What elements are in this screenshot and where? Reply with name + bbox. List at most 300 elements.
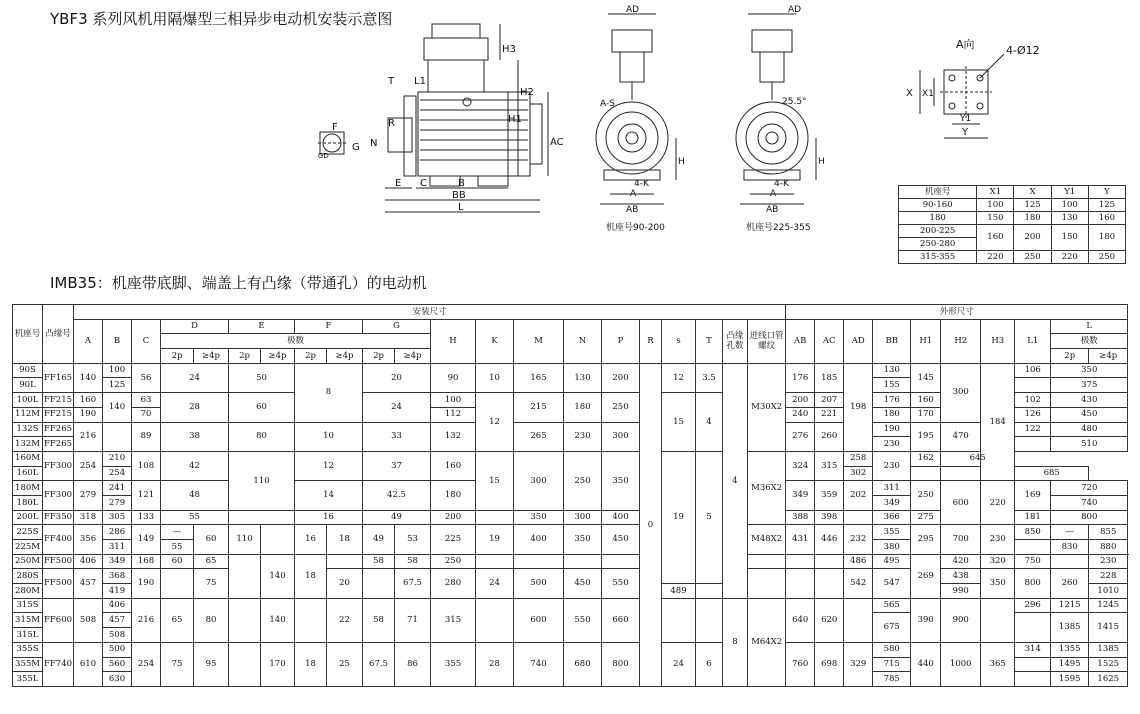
cell-k: 10 [476,363,514,392]
cell-ac: 221 [815,407,844,422]
cell-b: 419 [103,584,132,599]
cell-flange: FF215 [43,407,74,422]
cell-ad: 232 [844,525,873,554]
cell-l1 [941,466,981,481]
cell-flange: FF400 [43,525,74,554]
header-h3: H3 [981,319,1015,363]
cell-s: 24 [662,642,696,686]
cell-frame: 225S [13,525,43,540]
cell-c: 133 [132,510,161,525]
cell-ac: 260 [815,422,844,451]
label-e: E [395,178,402,189]
cell-g4: 58 [395,554,431,569]
cell-b: 311 [103,540,132,555]
cell-c: 190 [132,569,161,598]
cell-h: 200 [431,510,476,525]
header-h2: H2 [941,319,981,363]
cell-bb: 438 [941,569,981,584]
cell-k: 12 [476,393,514,452]
cell-k: 19 [476,525,514,554]
cell-b: 560 [103,657,132,672]
cell-d: 28 [161,393,229,422]
cell-ab: 640 [786,598,815,642]
cell-c: 56 [132,363,161,392]
cell-l: 450 [1051,407,1128,422]
header-l: L [1051,319,1128,334]
cell-p [602,554,640,569]
front-view-1 [596,14,676,204]
header-2p: 2p [295,349,327,364]
header-d: D [161,319,229,334]
header-n: N [564,319,602,363]
flange-labels [906,37,1040,138]
cell-thread: M64X2 [748,598,786,686]
mini-cell: 100 [1051,199,1088,212]
cell-h: 250 [431,554,476,569]
cell-a: 160 [74,393,103,408]
cell-l1: 126 [1015,407,1051,422]
cell-m: 400 [514,525,564,554]
cell-ab: 276 [786,422,815,451]
cell-m: 500 [514,569,564,598]
cell-h: 112 [431,407,476,422]
cell-e2 [229,598,261,642]
cell-t [696,598,723,642]
cell-c: 149 [132,525,161,554]
cell-b: 349 [103,554,132,569]
cell-h: 355 [431,642,476,686]
cell-f: 8 [295,363,363,422]
cell-p: 660 [602,598,640,642]
cell-l1 [1015,540,1051,555]
cell-l1: 850 [1015,525,1051,540]
cell-a: 190 [74,407,103,422]
header-4p: ≥4p [327,349,363,364]
cell-flange: FF500 [43,554,74,569]
cell-f4: 18 [327,525,363,554]
cell-h3: 230 [981,525,1015,554]
cell-e: 60 [229,393,295,422]
cell-ac: 185 [815,363,844,392]
header-a: A [74,319,103,363]
cell-h1: 390 [911,598,941,642]
cell-f: 16 [295,510,363,525]
cell-l1 [1015,672,1051,687]
page-title: YBF3 系列风机用隔爆型三相异步电动机安装示意图 [50,10,393,28]
cell-ac: 698 [815,642,844,686]
cell-c: 70 [132,407,161,422]
cell-h2: 1000 [941,642,981,686]
cell-d: 38 [161,422,229,451]
cell-n: 450 [564,569,602,598]
cell-bb: 355 [873,525,911,540]
cell-d4: 75 [194,569,229,598]
header-r: R [640,319,662,363]
cell-l2p: 1355 [1051,642,1089,657]
cell-c: 216 [132,598,161,642]
label-h1: H1 [508,114,522,125]
header-thread: 进线口管螺纹 [748,319,786,363]
cell-p: 450 [602,525,640,554]
cell-d: 24 [161,363,229,392]
header-2p: 2p [229,349,261,364]
mini-cell: 100 [977,199,1014,212]
cell-ab: 324 [786,451,815,480]
header-p: P [602,319,640,363]
cell-b: 241 [103,481,132,496]
cell-h: 225 [431,525,476,554]
cell-p: 800 [602,642,640,686]
cell-ad [844,598,873,642]
cell-l2p: 1215 [1051,598,1089,613]
cell-flange: FF300 [43,481,74,510]
label-n: N [370,138,378,149]
cell-f4 [327,554,363,569]
cell-thread: M48X2 [748,525,786,554]
cell-s: 12 [662,363,696,392]
cell-flange: FF215 [43,393,74,408]
cell-t [786,554,815,569]
cell-thread: M30X2 [748,363,786,451]
cell-d: 55 [161,510,229,525]
label-c: C [420,178,427,189]
cell-l1: 162 [911,451,941,466]
cell-a: 356 [74,525,103,554]
header-ad: AD [844,319,873,363]
cell-frame: 180L [13,495,43,510]
cell-ad: 329 [844,642,873,686]
cell-e2 [229,642,261,686]
cell-b: 406 [103,598,132,613]
dimensions-table [12,304,1128,687]
cell-m: 740 [514,642,564,686]
table-row [13,642,1128,657]
cell-h2: 750 [1015,554,1051,569]
cell-bb: 230 [873,437,911,452]
cell-d: 48 [161,481,229,510]
cell-g4: 86 [395,642,431,686]
cell-thread [815,554,844,569]
cell-n: 130 [564,363,602,392]
cell-bb: 258 [844,451,873,466]
cell-c: 89 [132,422,161,451]
cell-g2: 49 [363,525,395,554]
cell-k [476,510,514,525]
cell-bb: 180 [873,407,911,422]
cell-h2: 700 [941,525,981,554]
cell-g: 20 [363,363,431,392]
cell-p: 400 [602,510,640,525]
label-h-2: H [818,157,825,167]
cell-frame: 280S [13,569,43,584]
cell-k: 24 [476,569,514,598]
cell-g2: 58 [363,598,395,642]
cell-bb: 302 [844,466,873,481]
label-ac: AC [550,137,564,148]
header-m: M [514,319,564,363]
cell-bb: 349 [873,495,911,510]
cell-h: 100 [431,393,476,408]
label-a-direction: A向 [956,38,975,51]
cell-f2: 18 [295,642,327,686]
cell-bb: 366 [873,510,911,525]
cell-b: 305 [103,510,132,525]
cell-m: 600 [514,598,564,642]
mini-cell: 180 [899,212,977,225]
cell-p: 350 [602,451,640,510]
cell-h: 280 [431,569,476,598]
cell-b: 508 [103,628,132,643]
cell-flange: FF300 [43,451,74,480]
table-row [13,598,1128,613]
cell-bb: 785 [873,672,911,687]
cell-l: 800 [1051,510,1128,525]
header-h: H [431,319,476,363]
cell-l: 720 [1051,481,1128,496]
cell-b: 125 [103,378,132,393]
cell-f4: 25 [327,642,363,686]
cell-l1: 122 [1015,422,1051,437]
cell-t: 5 [696,451,723,583]
cell-d4: 80 [194,598,229,642]
cell-d2: 60 [161,554,194,569]
mini-cell: 250-280 [899,238,977,251]
cell-a: 318 [74,510,103,525]
cell-e: 80 [229,422,295,451]
mini-cell: 150 [1051,225,1088,251]
cell-b: 630 [103,672,132,687]
cell-h2: 600 [941,481,981,525]
cell-t: 4 [696,393,723,452]
header-frame: 机座号 [13,305,43,364]
label-a-1: A [630,189,637,199]
cell-l1 [1015,378,1051,393]
cell-ab: 760 [786,642,815,686]
cell-ab: 542 [844,569,873,598]
cell-b: 457 [103,613,132,628]
cell-h1: 275 [911,510,941,525]
cell-l4p: 1385 [1089,642,1128,657]
label-ad-1: AD [626,5,640,15]
cell-ac: 446 [815,525,844,554]
label-y: Y [962,127,969,138]
cell-n: 350 [564,525,602,554]
cell-l4p: 880 [1089,540,1128,555]
label-b: B [458,178,465,189]
cell-flange: FF265 [43,437,74,452]
cell-l: 685 [1015,466,1089,481]
mini-header-y: Y [1088,186,1125,199]
cell-thread [815,569,844,598]
cell-g4: 71 [395,598,431,642]
cell-ac: 315 [815,451,844,480]
cell-ac: 495 [873,554,911,569]
header-e: E [229,319,295,334]
cell-e2: 110 [229,525,261,554]
cell-frame: 315L [13,628,43,643]
cell-l1: 296 [1015,598,1051,613]
cell-s: 15 [662,393,696,452]
cell-frame: 200L [13,510,43,525]
header-poles-dg: 极数 [161,334,431,349]
cell-holes: 8 [723,598,748,686]
cell-n: 230 [564,422,602,451]
cell-a: 406 [74,554,103,569]
cell-g2 [363,569,395,598]
cell-h3: 365 [981,642,1015,686]
cell-d2 [161,569,194,598]
cell-l: 350 [1051,363,1128,378]
cell-h1: 160 [911,393,941,408]
cell-c: 168 [132,554,161,569]
header-flange: 凸缘号 [43,305,74,364]
cell-f2: 16 [295,525,327,554]
cell-ab: 431 [786,525,815,554]
cell-s [748,569,786,598]
table-row [13,554,1128,569]
header-2p: 2p [363,349,395,364]
cell-g4: 53 [395,525,431,554]
cell-s [748,554,786,569]
mini-header-y1: Y1 [1051,186,1088,199]
cell-p: 550 [602,569,640,598]
cell-g: 33 [363,422,431,451]
cell-d4: 95 [194,642,229,686]
cell-ab: 176 [786,363,815,392]
cell-frame: 100L [13,393,43,408]
cell-flange: FF165 [43,363,74,392]
cell-l1: 169 [1015,481,1051,510]
cell-l2p: 830 [1051,540,1089,555]
cell-frame: 90S [13,363,43,378]
cell-l2p: 1495 [1051,657,1089,672]
front-view-2 [736,14,816,204]
cell-k: 28 [476,642,514,686]
cell-b: 254 [103,466,132,481]
cell-thread: M36X2 [748,451,786,524]
cell-m: 165 [514,363,564,392]
label-a-2: A [770,189,777,199]
cell-f2 [295,598,327,642]
label-angle-2: 25.5° [782,97,807,107]
label-y1: Y1 [960,114,972,124]
cell-frame: 132S [13,422,43,437]
header-t: T [696,319,723,363]
cell-h2: 900 [941,598,981,642]
cell-h1: 170 [911,407,941,422]
cell-a: 610 [74,642,103,686]
cell-frame: 355L [13,672,43,687]
cell-h2: 300 [941,363,981,422]
cell-f4: 20 [327,569,363,598]
cell-bb: 380 [873,540,911,555]
cell-k [476,554,514,569]
cell-flange: FF500 [43,569,74,598]
cell-a: 140 [74,363,103,392]
cell-bb: 176 [873,393,911,408]
cell-n: 300 [564,510,602,525]
mini-cell: 125 [1014,199,1051,212]
cell-h2: 800 [1015,569,1051,598]
cell-f2: 18 [295,554,327,598]
cell-p: 200 [602,363,640,392]
cell-h1: 320 [981,554,1015,569]
cell-c: 121 [132,481,161,510]
cell-l1: 102 [1015,393,1051,408]
cell-l4p: 1010 [1089,584,1128,599]
cell-m: 350 [514,510,564,525]
label-t: T [388,76,395,87]
mini-cell: 90-160 [899,199,977,212]
cell-h3: 220 [981,481,1015,525]
cell-ac: 547 [873,569,911,598]
cell-l2p: 1385 [1051,613,1089,642]
cell-l2p: 990 [941,584,981,599]
cell-flange: FF265 [43,422,74,437]
cell-bb: 675 [873,613,911,642]
mini-cell: 220 [977,251,1014,264]
header-c: C [132,319,161,363]
cell-d2: — [161,525,194,540]
cell-h3 [981,598,1015,642]
mini-cell: 200-225 [899,225,977,238]
cell-bb: 715 [873,657,911,672]
header-4p: ≥4p [1089,349,1128,364]
label-bb: BB [452,190,466,201]
cell-g: 24 [363,393,431,422]
cell-b: 500 [103,642,132,657]
cell-a: 279 [74,481,103,510]
cell-frame: 355M [13,657,43,672]
cell-b [103,422,132,451]
label-ad-2: AD [788,5,802,15]
cell-a: 216 [74,422,103,451]
cell-g: 42.5 [363,481,431,510]
mini-cell: 160 [977,225,1014,251]
cell-f: 10 [295,422,363,451]
front-view-2-labels [746,5,825,233]
cell-ab: 349 [786,481,815,510]
cell-ac: 207 [815,393,844,408]
cell-h2 [911,466,941,481]
cell-frame: 132M [13,437,43,452]
cell-g4: 67.5 [395,569,431,598]
cell-b: 286 [103,525,132,540]
label-frame-range-2: 机座号225-355 [746,223,811,233]
cell-h1: 295 [911,525,941,554]
cell-t: 3.5 [696,363,723,392]
label-h3: H3 [502,44,516,55]
label-f: F [332,122,338,133]
cell-ad: 198 [844,363,873,451]
header-4p: ≥4p [194,349,229,364]
cell-e4: 140 [261,598,295,642]
mini-cell: 180 [1088,225,1125,251]
label-x1: X1 [922,89,934,99]
cell-frame: 250M [13,554,43,569]
cell-f: 12 [295,451,363,480]
cell-l1 [1015,657,1051,672]
cell-d2: 65 [161,598,194,642]
cell-ad: 202 [844,481,873,510]
cell-h1: 440 [911,642,941,686]
cell-bb: 565 [873,598,911,613]
front-view-1-labels [600,5,685,233]
cell-e: 110 [229,451,295,510]
cell-h: 160 [431,451,476,480]
label-holes: 4-Ø12 [1006,44,1040,57]
cell-d4: 65 [194,554,229,569]
